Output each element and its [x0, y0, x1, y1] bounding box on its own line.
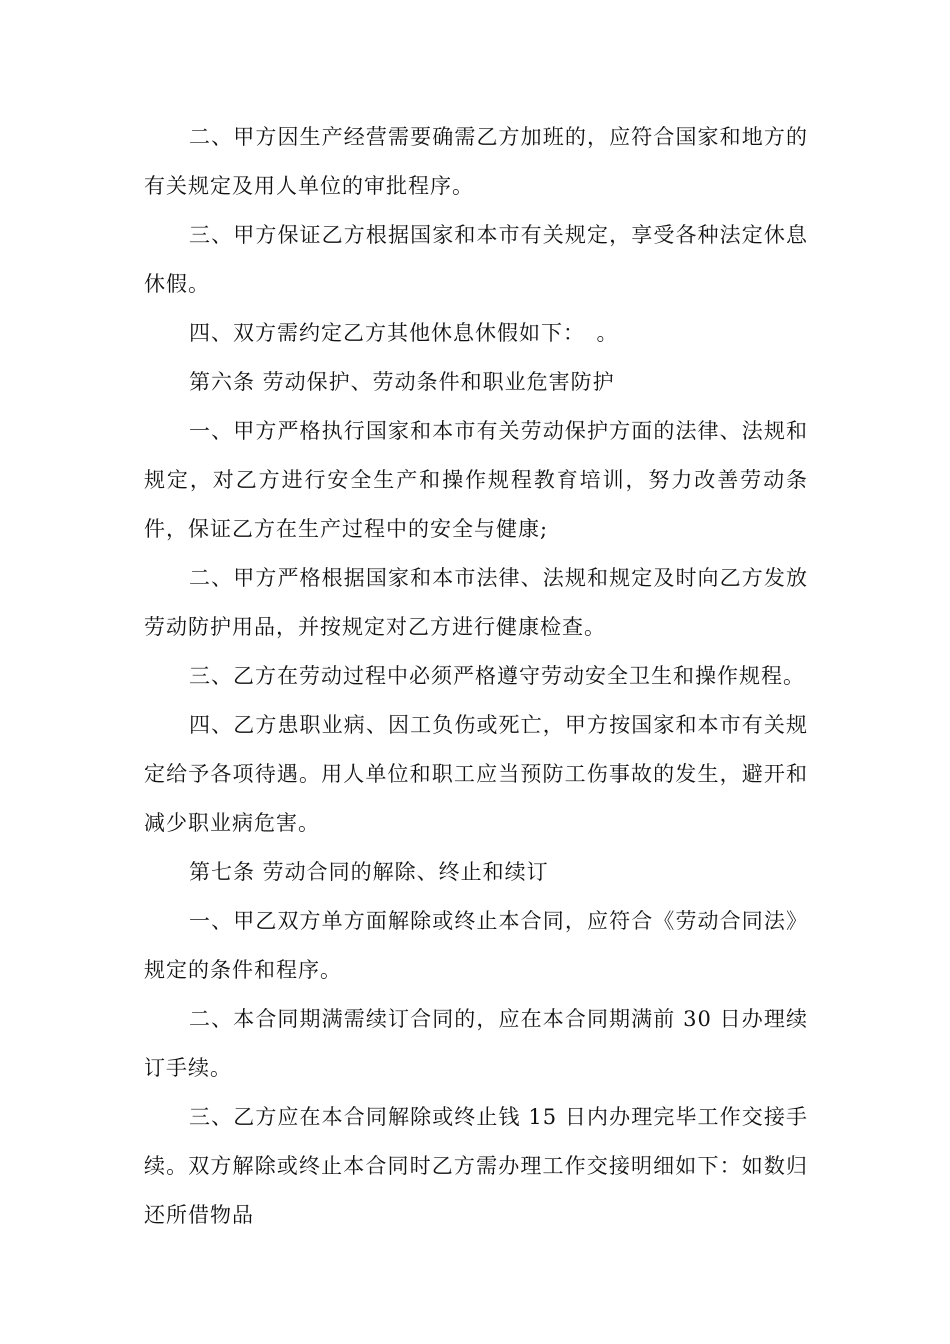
- article-6-heading: 第六条 劳动保护、劳动条件和职业危害防护: [189, 370, 615, 394]
- paragraph-other-holidays: 四、双方需约定乙方其他休息休假如下： 。: [189, 321, 619, 345]
- paragraph-termination-1: 一、甲乙双方单方面解除或终止本合同，应符合《劳动合同法》规定的条件和程序。: [144, 909, 808, 982]
- paragraph-labor-protection-2: 二、甲方严格根据国家和本市法律、法规和规定及时向乙方发放劳动防护用品，并按规定对乙方进行健康检查。: [144, 566, 808, 639]
- paragraph-overtime: 二、甲方因生产经营需要确需乙方加班的，应符合国家和地方的有关规定及用人单位的审批程序。: [144, 125, 808, 198]
- paragraph-labor-protection-4: 四、乙方患职业病、因工负伤或死亡，甲方按国家和本市有关规定给予各项待遇。用人单位和职工应当预防工伤事故的发生，避开和减少职业病危害。: [144, 713, 808, 835]
- paragraph-labor-protection-3: 三、乙方在劳动过程中必须严格遵守劳动安全卫生和操作规程。: [189, 664, 805, 688]
- paragraph-labor-protection-1: 一、甲方严格执行国家和本市有关劳动保护方面的法律、法规和规定，对乙方进行安全生产和操作规程教育培训，努力改善劳动条件，保证乙方在生产过程中的安全与健康;: [144, 419, 808, 541]
- paragraph-legal-holidays: 三、甲方保证乙方根据国家和本市有关规定，享受各种法定休息休假。: [144, 223, 808, 296]
- article-7-heading: 第七条 劳动合同的解除、终止和续订: [189, 860, 549, 884]
- paragraph-termination-3: 三、乙方应在本合同解除或终止钱 15 日内办理完毕工作交接手续。双方解除或终止本合同时乙方需办理工作交接明细如下：如数归还所借物品: [144, 1105, 808, 1227]
- paragraph-termination-2: 二、本合同期满需续订合同的，应在本合同期满前 30 日办理续订手续。: [144, 1007, 808, 1080]
- document-body: [144, 113, 808, 1240]
